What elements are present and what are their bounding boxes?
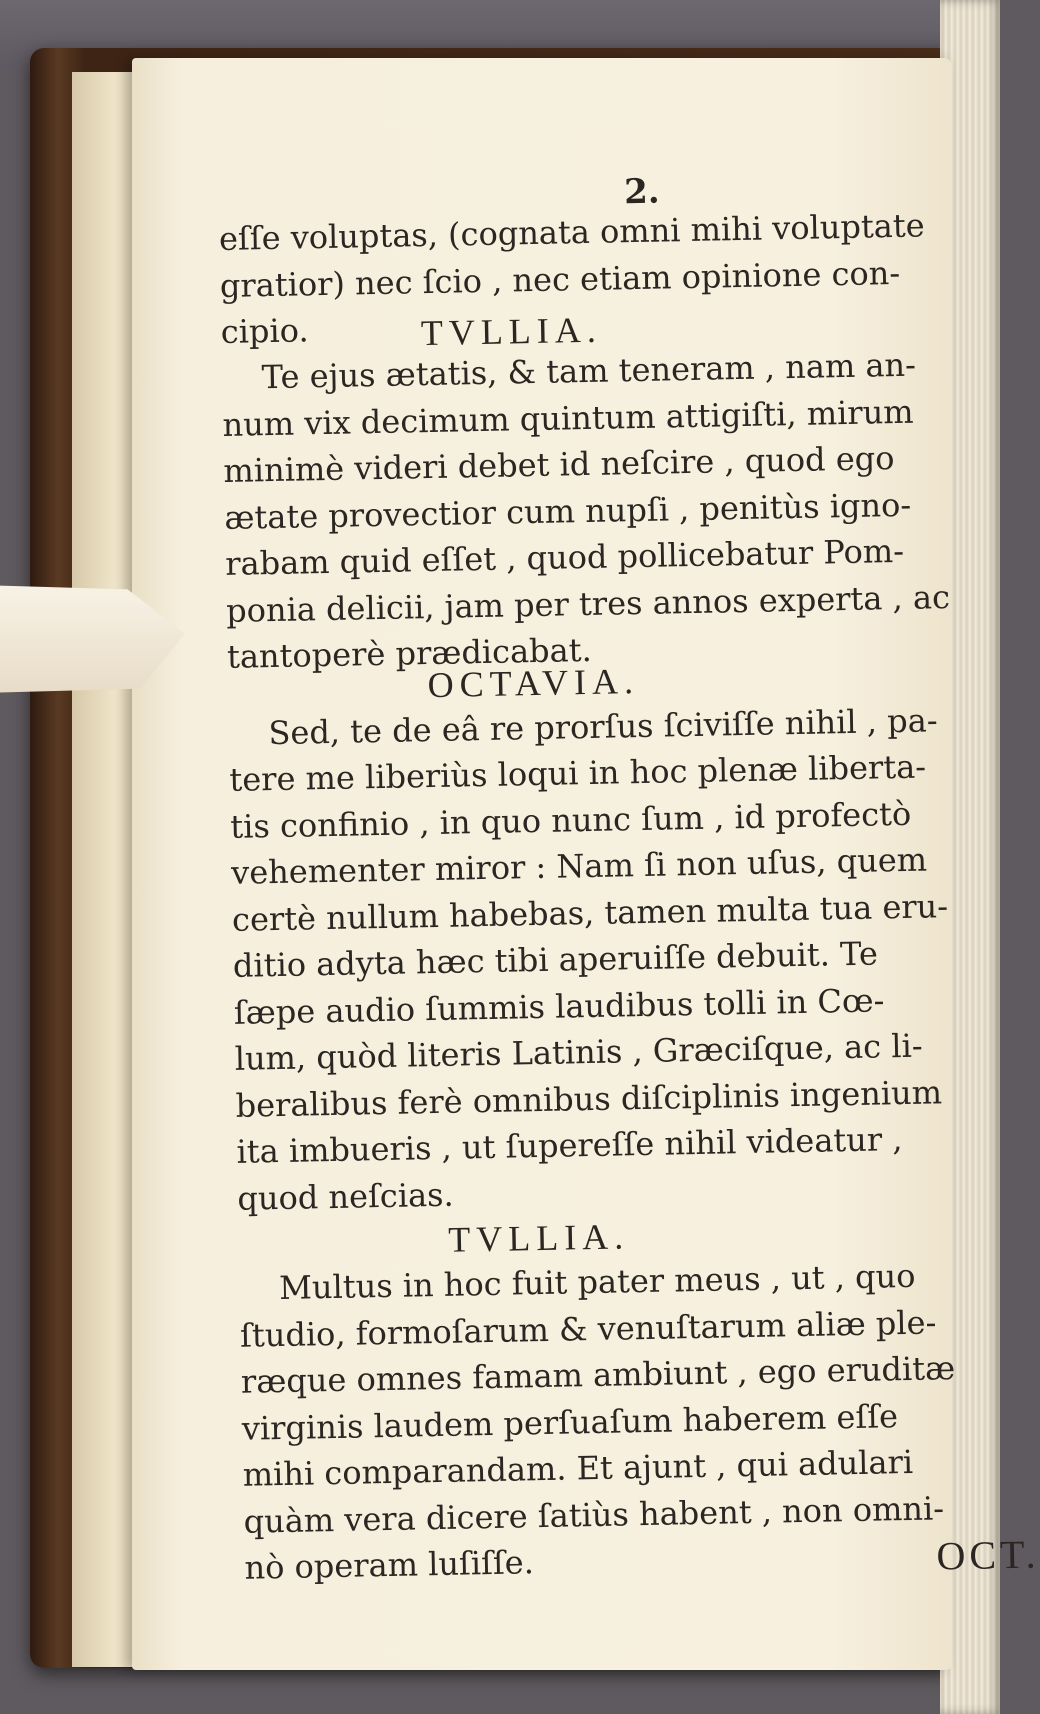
- text-line: virginis laudem perſuaſum haberem eſſe: [241, 1396, 899, 1448]
- text-line: cipio.: [220, 311, 309, 351]
- text-line: tantoperè prædicabat.: [226, 630, 593, 676]
- text-line: minimè videri debet id neſcire , quod ego: [223, 439, 895, 490]
- text-line: ætate provectior cum nupſi , penitùs igno-: [223, 485, 912, 537]
- text-line: ræque omnes famam ambiunt , ego eruditæ: [240, 1349, 956, 1401]
- text-line: num vix decimum quintum attigiſti, mirum: [222, 392, 914, 444]
- page-text: [218, 171, 1040, 1591]
- book-page: [132, 58, 1040, 1670]
- text-line: Te ejus ætatis, & tam teneram , nam an-: [261, 345, 917, 397]
- page-number: 2.: [623, 171, 661, 213]
- text-line: ſæpe audio ſummis laudibus tolli in Cœ-: [233, 980, 885, 1032]
- text-line: mihi comparandam. Et ajunt , qui adulari: [242, 1442, 914, 1494]
- text-line: lum, quòd literis Latinis , Græciſque, ac li-: [234, 1026, 923, 1078]
- text-line: tere me liberiùs loqui in hoc plenæ liberta-: [229, 747, 927, 799]
- text-line: ditio adyta hæc tibi aperuiſſe debuit. Te: [232, 934, 879, 985]
- text-line: tis confinio , in quo nunc ſum , id profectò: [229, 794, 912, 846]
- text-line: gratior) nec ſcio , nec etiam opinione con-: [219, 253, 901, 305]
- text-line: beralibus ferè omnibus diſciplinis ingenium: [235, 1072, 943, 1125]
- text-line: rabam quid eſſet , quod pollicebatur Pom-: [224, 531, 905, 583]
- speaker-heading: OCTAVIA.: [427, 660, 640, 705]
- speaker-heading: TVLLIA.: [447, 1216, 630, 1260]
- text-line: certè nullum habebas, tamen multa tua eru-: [231, 886, 949, 939]
- text-line: ponia delicii, jam per tres annos experta , ac: [225, 577, 951, 630]
- text-line: quod neſcias.: [237, 1175, 454, 1218]
- text-line: nò operam luſiſſe.: [244, 1543, 535, 1587]
- speaker-heading: TVLLIA.: [420, 309, 603, 354]
- text-line: eſſe voluptas, (cognata omni mihi voluptate: [218, 206, 925, 258]
- text-line: Sed, te de eâ re prorſus ſciviſſe nihil , pa-: [268, 700, 938, 752]
- text-line: quàm vera dicere ſatiùs habent , non omni-: [243, 1488, 945, 1541]
- text-line: ſtudio, formoſarum & venuſtarum aliæ ple-: [239, 1302, 937, 1355]
- text-line: Multus in hoc fuit pater meus , ut , quo: [278, 1256, 916, 1308]
- catchword: OCT.: [936, 1531, 1040, 1579]
- text-line: vehementer miror : Nam ſi non uſus, quem: [230, 840, 928, 892]
- text-line: ita imbueris , ut ſupereſſe nihil videatur ,: [236, 1120, 903, 1171]
